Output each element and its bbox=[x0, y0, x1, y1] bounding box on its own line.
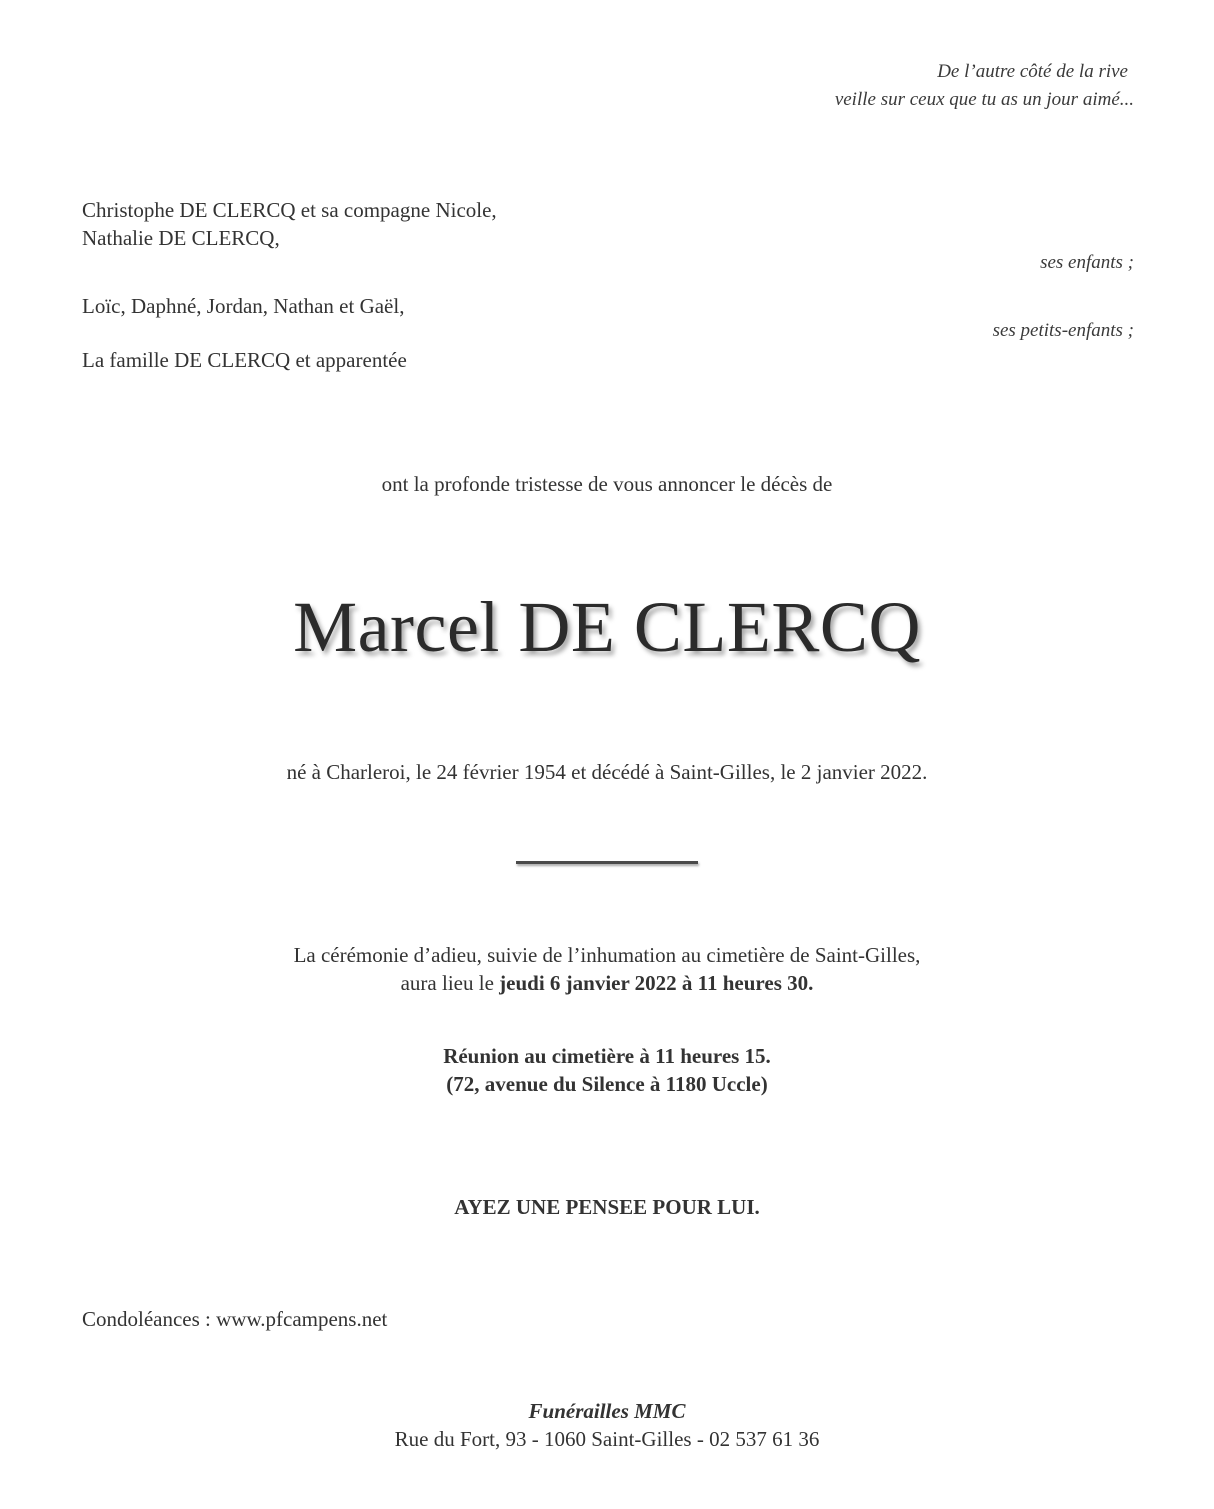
closing-text: AYEZ UNE PENSEE POUR LUI. bbox=[454, 1195, 760, 1219]
condolences-text: Condoléances : www.pfcampens.net bbox=[82, 1307, 388, 1331]
children-relation: ses enfants ; bbox=[1040, 252, 1134, 273]
divider-line bbox=[516, 861, 698, 864]
epigraph-line-2: veille sur ceux que tu as un jour aimé... bbox=[834, 89, 1134, 110]
epigraph-line-1: De l’autre côté de la rive bbox=[937, 61, 1128, 82]
deceased-name: Marcel DE CLERCQ bbox=[293, 587, 921, 667]
ceremony-line-1: La cérémonie d’adieu, suivie de l’inhumation au cimetière de Saint-Gilles, bbox=[293, 943, 921, 967]
funeral-home-name: Funérailles MMC bbox=[528, 1399, 686, 1423]
meeting-info bbox=[0, 1042, 1214, 1098]
ceremony-line-2 bbox=[0, 969, 1214, 997]
children-line-1: Christophe DE CLERCQ et sa compagne Nicole, bbox=[82, 198, 497, 222]
ceremony-datetime: jeudi 6 janvier 2022 à 11 heures 30. bbox=[499, 971, 814, 995]
family-extended: La famille DE CLERCQ et apparentée bbox=[82, 348, 407, 372]
ceremony-line-2-prefix: aura lieu le bbox=[400, 971, 500, 995]
epigraph bbox=[835, 58, 1134, 114]
grandchildren-relation: ses petits-enfants ; bbox=[992, 320, 1134, 341]
family-grandchildren: Loïc, Daphné, Jordan, Nathan et Gaël, bbox=[82, 294, 405, 318]
ceremony-info bbox=[0, 941, 1214, 997]
deceased-dates: né à Charleroi, le 24 février 1954 et décédé à Saint-Gilles, le 2 janvier 2022. bbox=[286, 760, 928, 784]
children-line-2: Nathalie DE CLERCQ, bbox=[82, 226, 280, 250]
funeral-home-address: Rue du Fort, 93 - 1060 Saint-Gilles - 02 537 61 36 bbox=[394, 1427, 820, 1451]
family-children bbox=[82, 196, 497, 252]
meeting-line-2: (72, avenue du Silence à 1180 Uccle) bbox=[446, 1072, 768, 1096]
meeting-line-1: Réunion au cimetière à 11 heures 15. bbox=[443, 1044, 771, 1068]
announcement-text: ont la profonde tristesse de vous annoncer le décès de bbox=[381, 472, 833, 496]
funeral-home bbox=[0, 1397, 1214, 1453]
